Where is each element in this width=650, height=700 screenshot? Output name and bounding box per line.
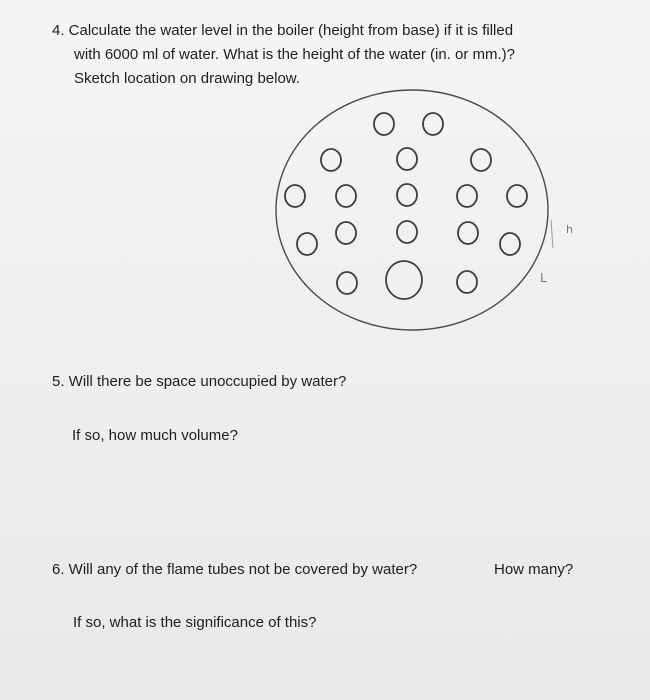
flame-tube bbox=[285, 185, 305, 207]
flame-tube bbox=[458, 222, 478, 244]
flame-tube bbox=[397, 184, 417, 206]
flame-tube bbox=[374, 113, 394, 135]
flame-tube bbox=[397, 221, 417, 243]
flame-tube bbox=[297, 233, 317, 255]
question-4-line-2: with 6000 ml of water. What is the height of the water (in. or mm.)? bbox=[74, 46, 516, 63]
flame-tube bbox=[457, 185, 477, 207]
flame-tube bbox=[457, 271, 477, 293]
flame-tube bbox=[397, 148, 417, 170]
question-5-followup: If so, how much volume? bbox=[72, 427, 238, 444]
flame-tube-large bbox=[386, 261, 422, 299]
flame-tube bbox=[337, 272, 357, 294]
question-4-line-3: Sketch location on drawing below. bbox=[74, 70, 300, 87]
flame-tube bbox=[471, 149, 491, 171]
flame-tube bbox=[336, 185, 356, 207]
question-5: 5. Will there be space unoccupied by water? bbox=[52, 373, 347, 390]
annotation-h: h bbox=[566, 223, 573, 236]
flame-tube bbox=[336, 222, 356, 244]
question-4-line-1: 4. Calculate the water level in the boiler (height from base) if it is filled bbox=[52, 22, 514, 39]
flame-tubes bbox=[285, 113, 527, 299]
question-6-how-many: How many? bbox=[494, 561, 574, 578]
flame-tube bbox=[321, 149, 341, 171]
question-6: 6. Will any of the flame tubes not be covered by water? bbox=[52, 561, 418, 578]
question-6-followup: If so, what is the significance of this? bbox=[73, 614, 317, 631]
flame-tube bbox=[500, 233, 520, 255]
handwritten-mark bbox=[551, 220, 553, 248]
boiler-outline bbox=[276, 90, 548, 330]
flame-tube bbox=[507, 185, 527, 207]
flame-tube bbox=[423, 113, 443, 135]
annotation-l: L bbox=[540, 271, 547, 285]
